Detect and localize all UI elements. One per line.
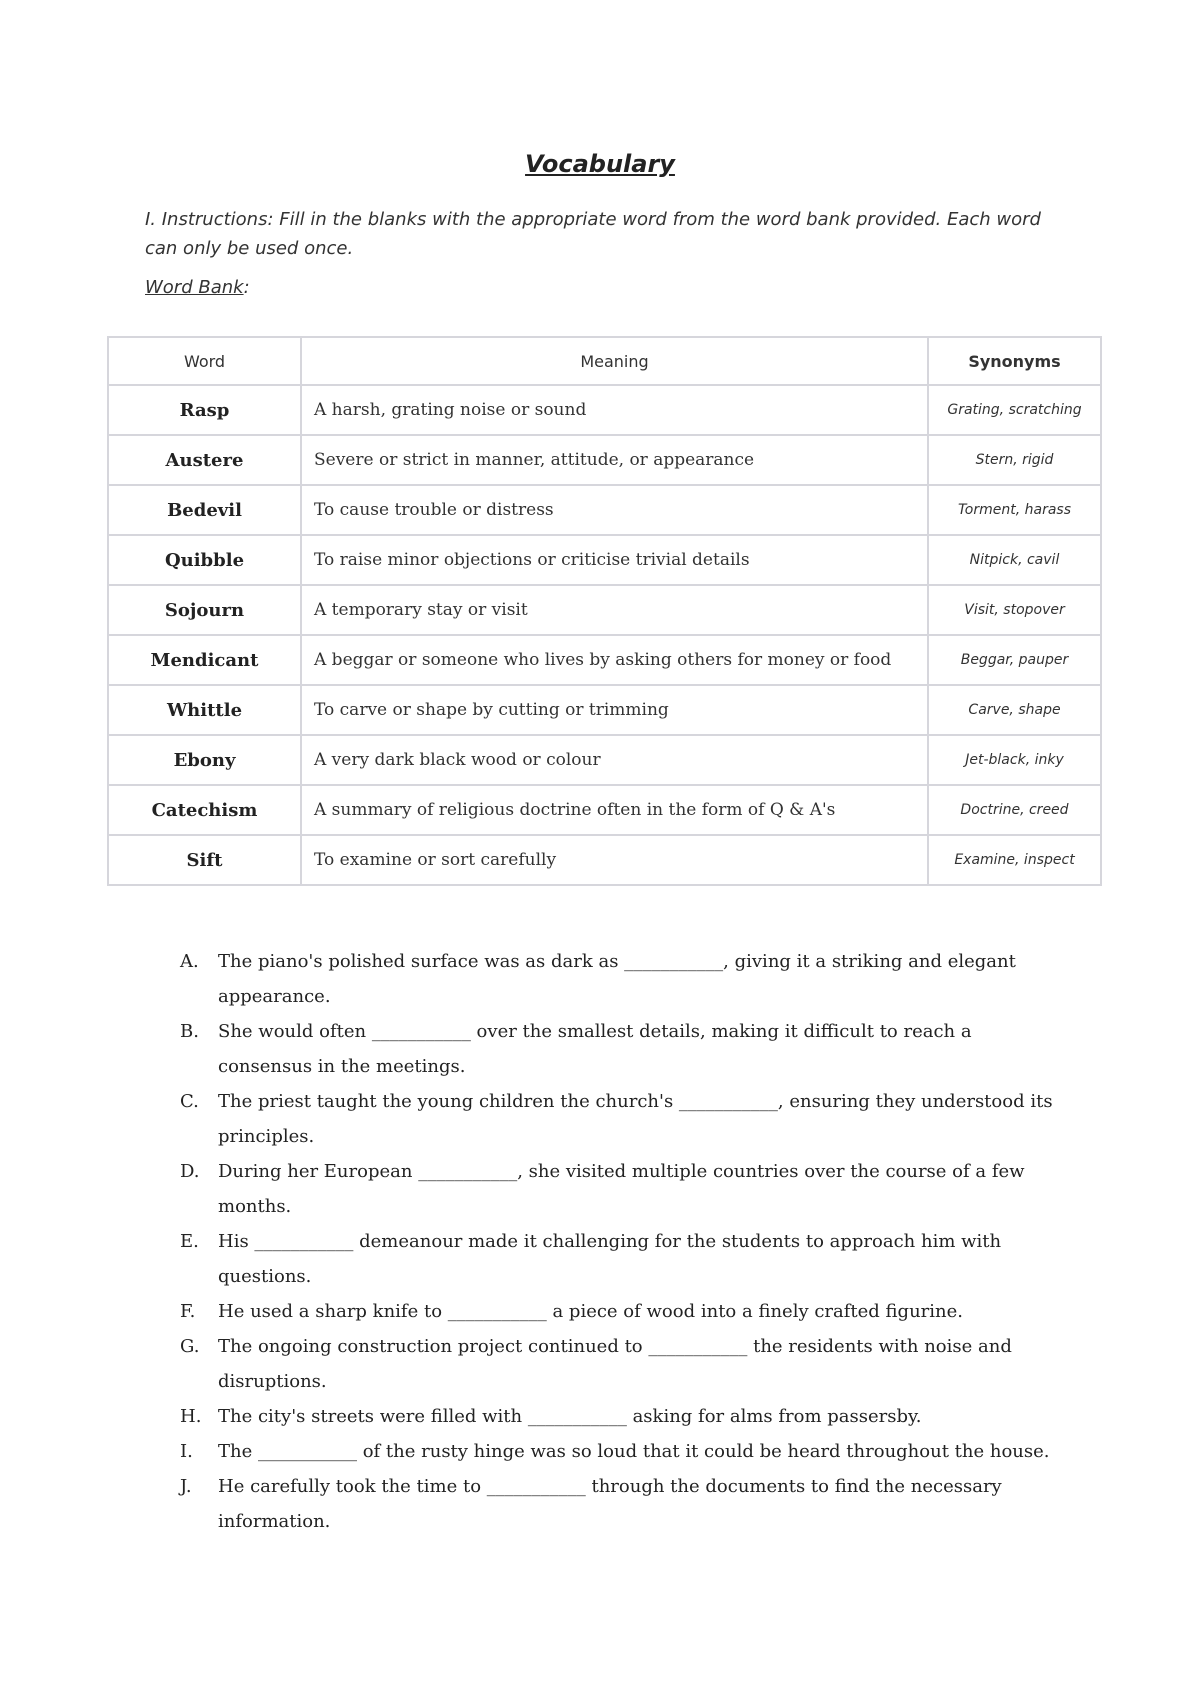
word-bank-table [107, 336, 1102, 886]
question-text: The piano's polished surface was as dark as ___________, giving it a striking and elegant appearance. [218, 951, 1016, 1007]
word-cell: Sift [108, 835, 301, 885]
column-header-word: Word [108, 337, 301, 385]
table-row [108, 385, 1101, 435]
question-item [180, 1014, 1060, 1084]
table-row [108, 485, 1101, 535]
word-cell: Quibble [108, 535, 301, 585]
question-letter: B. [180, 1021, 199, 1042]
question-text: She would often ___________ over the smallest details, making it difficult to reach a consensus in the meetings. [218, 1021, 972, 1077]
question-item [180, 1434, 1060, 1469]
meaning-cell: To cause trouble or distress [301, 485, 928, 535]
synonyms-cell: Visit, stopover [928, 585, 1101, 635]
question-text: The priest taught the young children the church's ___________, ensuring they understood its principles. [218, 1091, 1053, 1147]
question-text: The ___________ of the rusty hinge was so loud that it could be heard throughout the house. [218, 1441, 1050, 1462]
meaning-cell: To examine or sort carefully [301, 835, 928, 885]
word-bank-label-text: Word Bank [145, 277, 244, 298]
question-letter: C. [180, 1091, 199, 1112]
question-letter: G. [180, 1336, 200, 1357]
column-header-meaning: Meaning [301, 337, 928, 385]
question-item [180, 1329, 1060, 1399]
word-bank-label-colon: : [243, 277, 250, 298]
question-item [180, 1224, 1060, 1294]
question-letter: F. [180, 1301, 196, 1322]
word-cell: Mendicant [108, 635, 301, 685]
question-list [180, 944, 1060, 1539]
synonyms-cell: Examine, inspect [928, 835, 1101, 885]
question-text: His ___________ demeanour made it challenging for the students to approach him with questions. [218, 1231, 1002, 1287]
question-letter: J. [180, 1476, 192, 1497]
question-item [180, 1399, 1060, 1434]
meaning-cell: A very dark black wood or colour [301, 735, 928, 785]
synonyms-cell: Doctrine, creed [928, 785, 1101, 835]
question-letter: A. [180, 951, 199, 972]
table-header-row [108, 337, 1101, 385]
table-row [108, 635, 1101, 685]
column-header-synonyms: Synonyms [928, 337, 1101, 385]
question-item [180, 1469, 1060, 1539]
question-letter: D. [180, 1161, 200, 1182]
synonyms-cell: Nitpick, cavil [928, 535, 1101, 585]
question-text: He used a sharp knife to ___________ a piece of wood into a finely crafted figurine. [218, 1301, 964, 1322]
question-text: During her European ___________, she visited multiple countries over the course of a few months. [218, 1161, 1025, 1217]
question-text: He carefully took the time to ___________ through the documents to find the necessary information. [218, 1476, 1002, 1532]
question-item [180, 1084, 1060, 1154]
table-row [108, 585, 1101, 635]
word-cell: Rasp [108, 385, 301, 435]
question-text: The ongoing construction project continued to ___________ the residents with noise and disruptions. [218, 1336, 1012, 1392]
table-row [108, 785, 1101, 835]
synonyms-cell: Jet-black, inky [928, 735, 1101, 785]
table-row [108, 535, 1101, 585]
word-cell: Sojourn [108, 585, 301, 635]
question-text: The city's streets were filled with ___________ asking for alms from passersby. [218, 1406, 922, 1427]
question-item [180, 1294, 1060, 1329]
table-row [108, 835, 1101, 885]
word-cell: Whittle [108, 685, 301, 735]
question-letter: H. [180, 1406, 202, 1427]
synonyms-cell: Beggar, pauper [928, 635, 1101, 685]
meaning-cell: Severe or strict in manner, attitude, or appearance [301, 435, 928, 485]
synonyms-cell: Carve, shape [928, 685, 1101, 735]
word-cell: Ebony [108, 735, 301, 785]
meaning-cell: A beggar or someone who lives by asking others for money or food [301, 635, 928, 685]
meaning-cell: A harsh, grating noise or sound [301, 385, 928, 435]
synonyms-cell: Stern, rigid [928, 435, 1101, 485]
meaning-cell: To raise minor objections or criticise trivial details [301, 535, 928, 585]
meaning-cell: A temporary stay or visit [301, 585, 928, 635]
word-cell: Catechism [108, 785, 301, 835]
page-title: Vocabulary [525, 150, 675, 178]
word-cell: Bedevil [108, 485, 301, 535]
table-row [108, 435, 1101, 485]
question-letter: E. [180, 1231, 199, 1252]
meaning-cell: A summary of religious doctrine often in the form of Q & A's [301, 785, 928, 835]
synonyms-cell: Grating, scratching [928, 385, 1101, 435]
instructions: I. Instructions: Fill in the blanks with the appropriate word from the word bank provided. Each word can only be used once. [145, 209, 1041, 259]
table-row [108, 685, 1101, 735]
word-bank-label [145, 277, 250, 298]
word-cell: Austere [108, 435, 301, 485]
table-row [108, 735, 1101, 785]
synonyms-cell: Torment, harass [928, 485, 1101, 535]
question-letter: I. [180, 1441, 193, 1462]
question-item [180, 944, 1060, 1014]
meaning-cell: To carve or shape by cutting or trimming [301, 685, 928, 735]
question-item [180, 1154, 1060, 1224]
